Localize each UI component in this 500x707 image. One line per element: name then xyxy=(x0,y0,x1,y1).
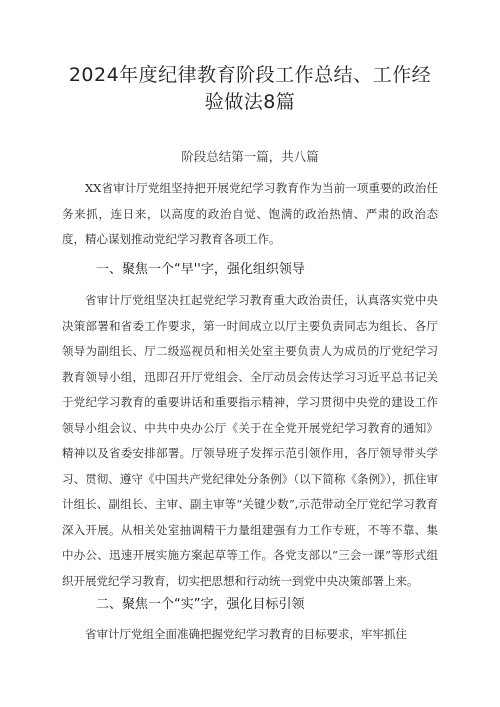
intro-paragraph: XX省审计厅党组坚持把开展党纪学习教育作为当前一项重要的政治任务来抓，连日来，以高度的政治自觉、饱满的政治热情、严肃的政治态度，精心谋划推动党纪学习教育各项工作。 xyxy=(62,181,438,246)
section-heading-1: 一、聚焦一个“早''字，强化组织领导 xyxy=(96,262,305,277)
section-body-2: 省审计厅党组全面准确把握党纪学习教育的目标要求，牢牢抓住 xyxy=(85,627,407,641)
document-title: 2024年度纪律教育阶段工作总结、工作经验做法8篇 xyxy=(68,64,432,113)
section-heading-2: 二、聚焦一个“实”字，强化目标引领 xyxy=(96,597,305,612)
section-body-1: 省审计厅党组坚决扛起党纪学习教育重大政治责任，认真落实党中央决策部署和省委工作要求，第一时间成立以厅主要负责同志为组长、各厅领导为副组长、厅二级巡视员和相关处室主要负责人为成员的厅党纪学习教育领导小组，迅即召开厅党组会、全厅动员会传达学习习近平总书记关于党纪学习教育的重要讲话和重要指示精神，学习贯彻中央党的建设工作领导小组会议、中共中央办公厅《关于在全党开展党纪学习教育的通知》精神以及省委安排部署。厅领导班子发挥示范引领作用，各厅领导带头学习、贯彻、遵守《中国共产党纪律处分条例》（以下简称《条例》），抓住审计组长、副组长、主审、副主审等“关键少数”,示范带动全厅党纪学习教育深入开展。从相关处室抽调精干力量组建强有力工作专班，不等不靠、集中办公、迅速开展实施方案起草等工作。各党支部以“三会一课”等形式组织开展党纪学习教育，切实把思想和行动统一到党中央决策部署上来。 xyxy=(62,293,438,588)
document-subtitle: 阶段总结第一篇，共八篇 xyxy=(181,149,319,164)
